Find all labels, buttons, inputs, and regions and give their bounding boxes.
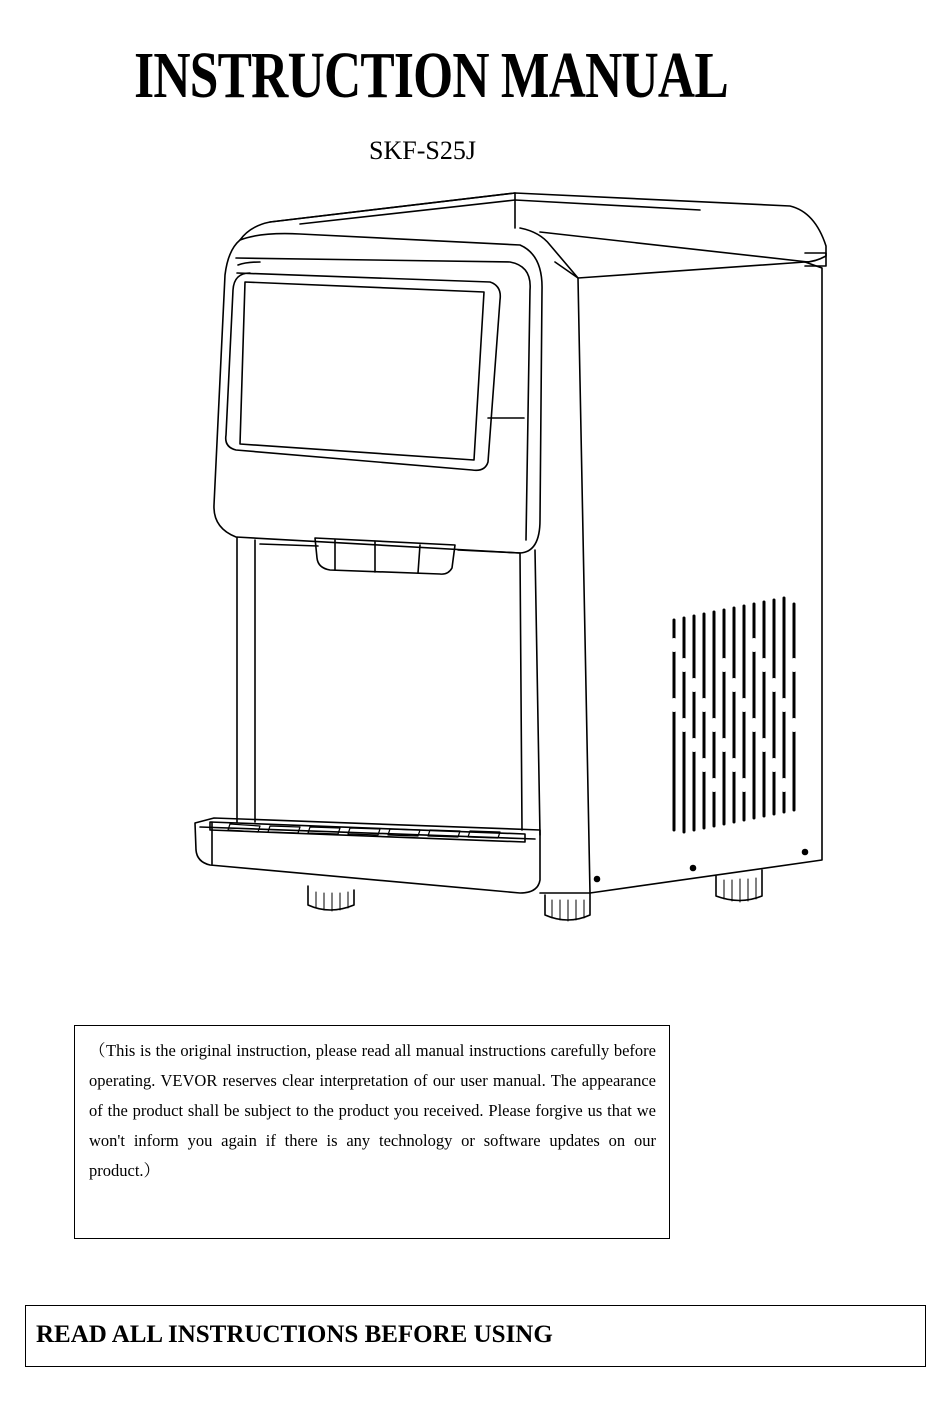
notice-text: （This is the original instruction, please read all manual instructions carefully before operating. VEVOR reserves clear interpretation of our user manual. The appearance of the product shall be subject to the product you received. Please forgive us that we won't inform you again if there is any technology or software updates on our product.） — [89, 1041, 656, 1180]
model-number: SKF-S25J — [369, 136, 476, 165]
warning-banner — [25, 1305, 926, 1367]
ice-maker-illustration-icon — [180, 185, 840, 930]
manual-title: INSTRUCTION MANUAL — [134, 39, 728, 112]
notice-box — [74, 1025, 670, 1239]
warning-banner-text: READ ALL INSTRUCTIONS BEFORE USING — [36, 1321, 553, 1348]
